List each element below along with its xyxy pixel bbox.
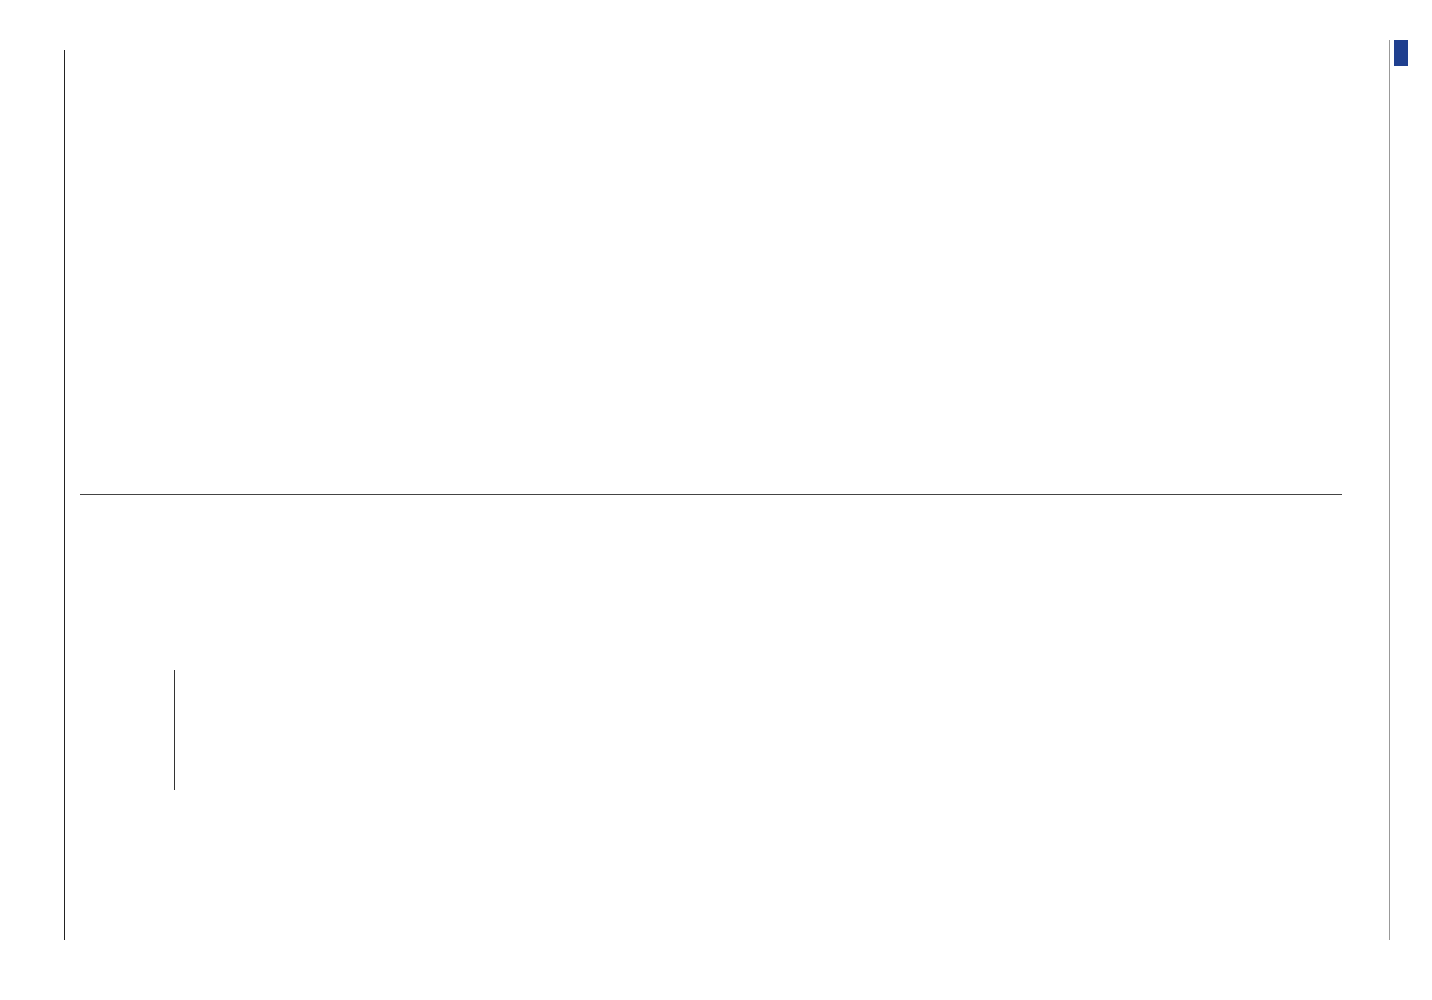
body-paragraph (227, 50, 242, 470)
body-paragraph (562, 520, 577, 940)
toc-entry (278, 520, 291, 940)
toc-entry-text (278, 546, 291, 940)
toc-entry (447, 520, 460, 940)
body-paragraph (311, 50, 326, 470)
toc-entry (382, 520, 395, 940)
toc-entry-text (343, 546, 356, 940)
right-column (80, 50, 1342, 470)
toc-entry-page (356, 520, 369, 546)
dfg-logo (1394, 40, 1408, 66)
body-paragraph (290, 50, 305, 470)
toc-entry-text (213, 546, 226, 940)
body-paragraph (185, 50, 200, 470)
toc-entry-page (278, 520, 291, 546)
toc-entry (369, 520, 382, 940)
toc-entry-page (395, 520, 408, 546)
body-paragraph (122, 50, 137, 470)
toc-entry-page (265, 520, 278, 546)
toc-entry (356, 520, 369, 940)
toc-entry-text (200, 546, 213, 940)
toc-entry (486, 520, 499, 940)
toc-entry-page (369, 520, 382, 546)
body-paragraph (541, 520, 556, 940)
running-head (30, 50, 65, 940)
toc-entry-page (421, 520, 434, 546)
toc-entry (252, 520, 265, 940)
toc-entry-page (226, 520, 239, 546)
toc-entry-text (291, 546, 304, 940)
toc-entry-text (421, 546, 434, 940)
toc-entry-page (343, 520, 356, 546)
toc-entry-page (239, 520, 252, 546)
body-paragraph (143, 50, 158, 470)
toc-entry-text (317, 546, 330, 940)
margin-mark-a (120, 956, 134, 970)
toc-entry-text (382, 546, 395, 940)
toc-entry (395, 520, 408, 940)
toc-entry-page (434, 520, 447, 546)
toc-entry-page (460, 520, 473, 546)
toc-entry (291, 520, 304, 940)
toc-entry-page (486, 520, 499, 546)
margin-mark-c (120, 26, 134, 40)
toc-entry-text (434, 546, 447, 940)
toc-entry (434, 520, 447, 940)
session-date (148, 520, 166, 940)
toc-entry-page (317, 520, 330, 546)
toc-entry-page (187, 520, 200, 546)
toc-entry-text (226, 546, 239, 940)
toc-entry-page (447, 520, 460, 546)
toc-entry-text (460, 546, 473, 940)
title-rule (174, 670, 175, 790)
toc-entry-text (330, 546, 343, 940)
column-divider (80, 494, 1342, 495)
toc-entry-text (408, 546, 421, 940)
toc-entry-page (304, 520, 317, 546)
body-paragraph (520, 520, 535, 940)
toc-entry-text (304, 546, 317, 940)
toc-entry-page (330, 520, 343, 546)
toc-entry-page (213, 520, 226, 546)
body-paragraph (499, 520, 514, 940)
body-paragraph (164, 50, 179, 470)
toc-entry (473, 520, 486, 940)
left-column (80, 520, 1342, 940)
left-body (499, 520, 598, 940)
body-paragraph (206, 50, 221, 470)
toc-entry-page (200, 520, 213, 546)
toc-entry-text (486, 546, 499, 940)
toc-entry-text (239, 546, 252, 940)
toc-entry-page (252, 520, 265, 546)
margin-mark-d (720, 26, 734, 40)
toc-entry-text (473, 546, 486, 940)
toc-entry-page (382, 520, 395, 546)
toc-entry-page (473, 520, 486, 546)
table-of-contents (187, 520, 499, 940)
body-paragraph (80, 50, 95, 470)
toc-entry-text (395, 546, 408, 940)
toc-entry-text (369, 546, 382, 940)
toc-entry (421, 520, 434, 940)
signature-mark (1368, 50, 1382, 70)
toc-entry-text (447, 546, 460, 940)
body-paragraph (583, 520, 598, 940)
toc-entry-text (265, 546, 278, 940)
body-paragraph (269, 50, 284, 470)
toc-entry-text (252, 546, 265, 940)
toc-entry (460, 520, 473, 940)
toc-entry-text (356, 546, 369, 940)
margin-mark-b (720, 956, 734, 970)
toc-entry (265, 520, 278, 940)
toc-entry (304, 520, 317, 940)
body-paragraph (101, 50, 116, 470)
toc-entry (239, 520, 252, 940)
toc-entry (200, 520, 213, 940)
toc-entry-text (187, 546, 200, 940)
session-title (96, 520, 142, 940)
toc-entry (226, 520, 239, 940)
toc-entry (343, 520, 356, 940)
body-paragraph (248, 50, 263, 470)
toc-entry-page (291, 520, 304, 546)
toc-entry (317, 520, 330, 940)
digitization-credit (1389, 40, 1412, 940)
toc-entry (330, 520, 343, 940)
toc-entry (187, 520, 200, 940)
toc-entry-page (408, 520, 421, 546)
toc-entry (213, 520, 226, 940)
toc-entry (408, 520, 421, 940)
